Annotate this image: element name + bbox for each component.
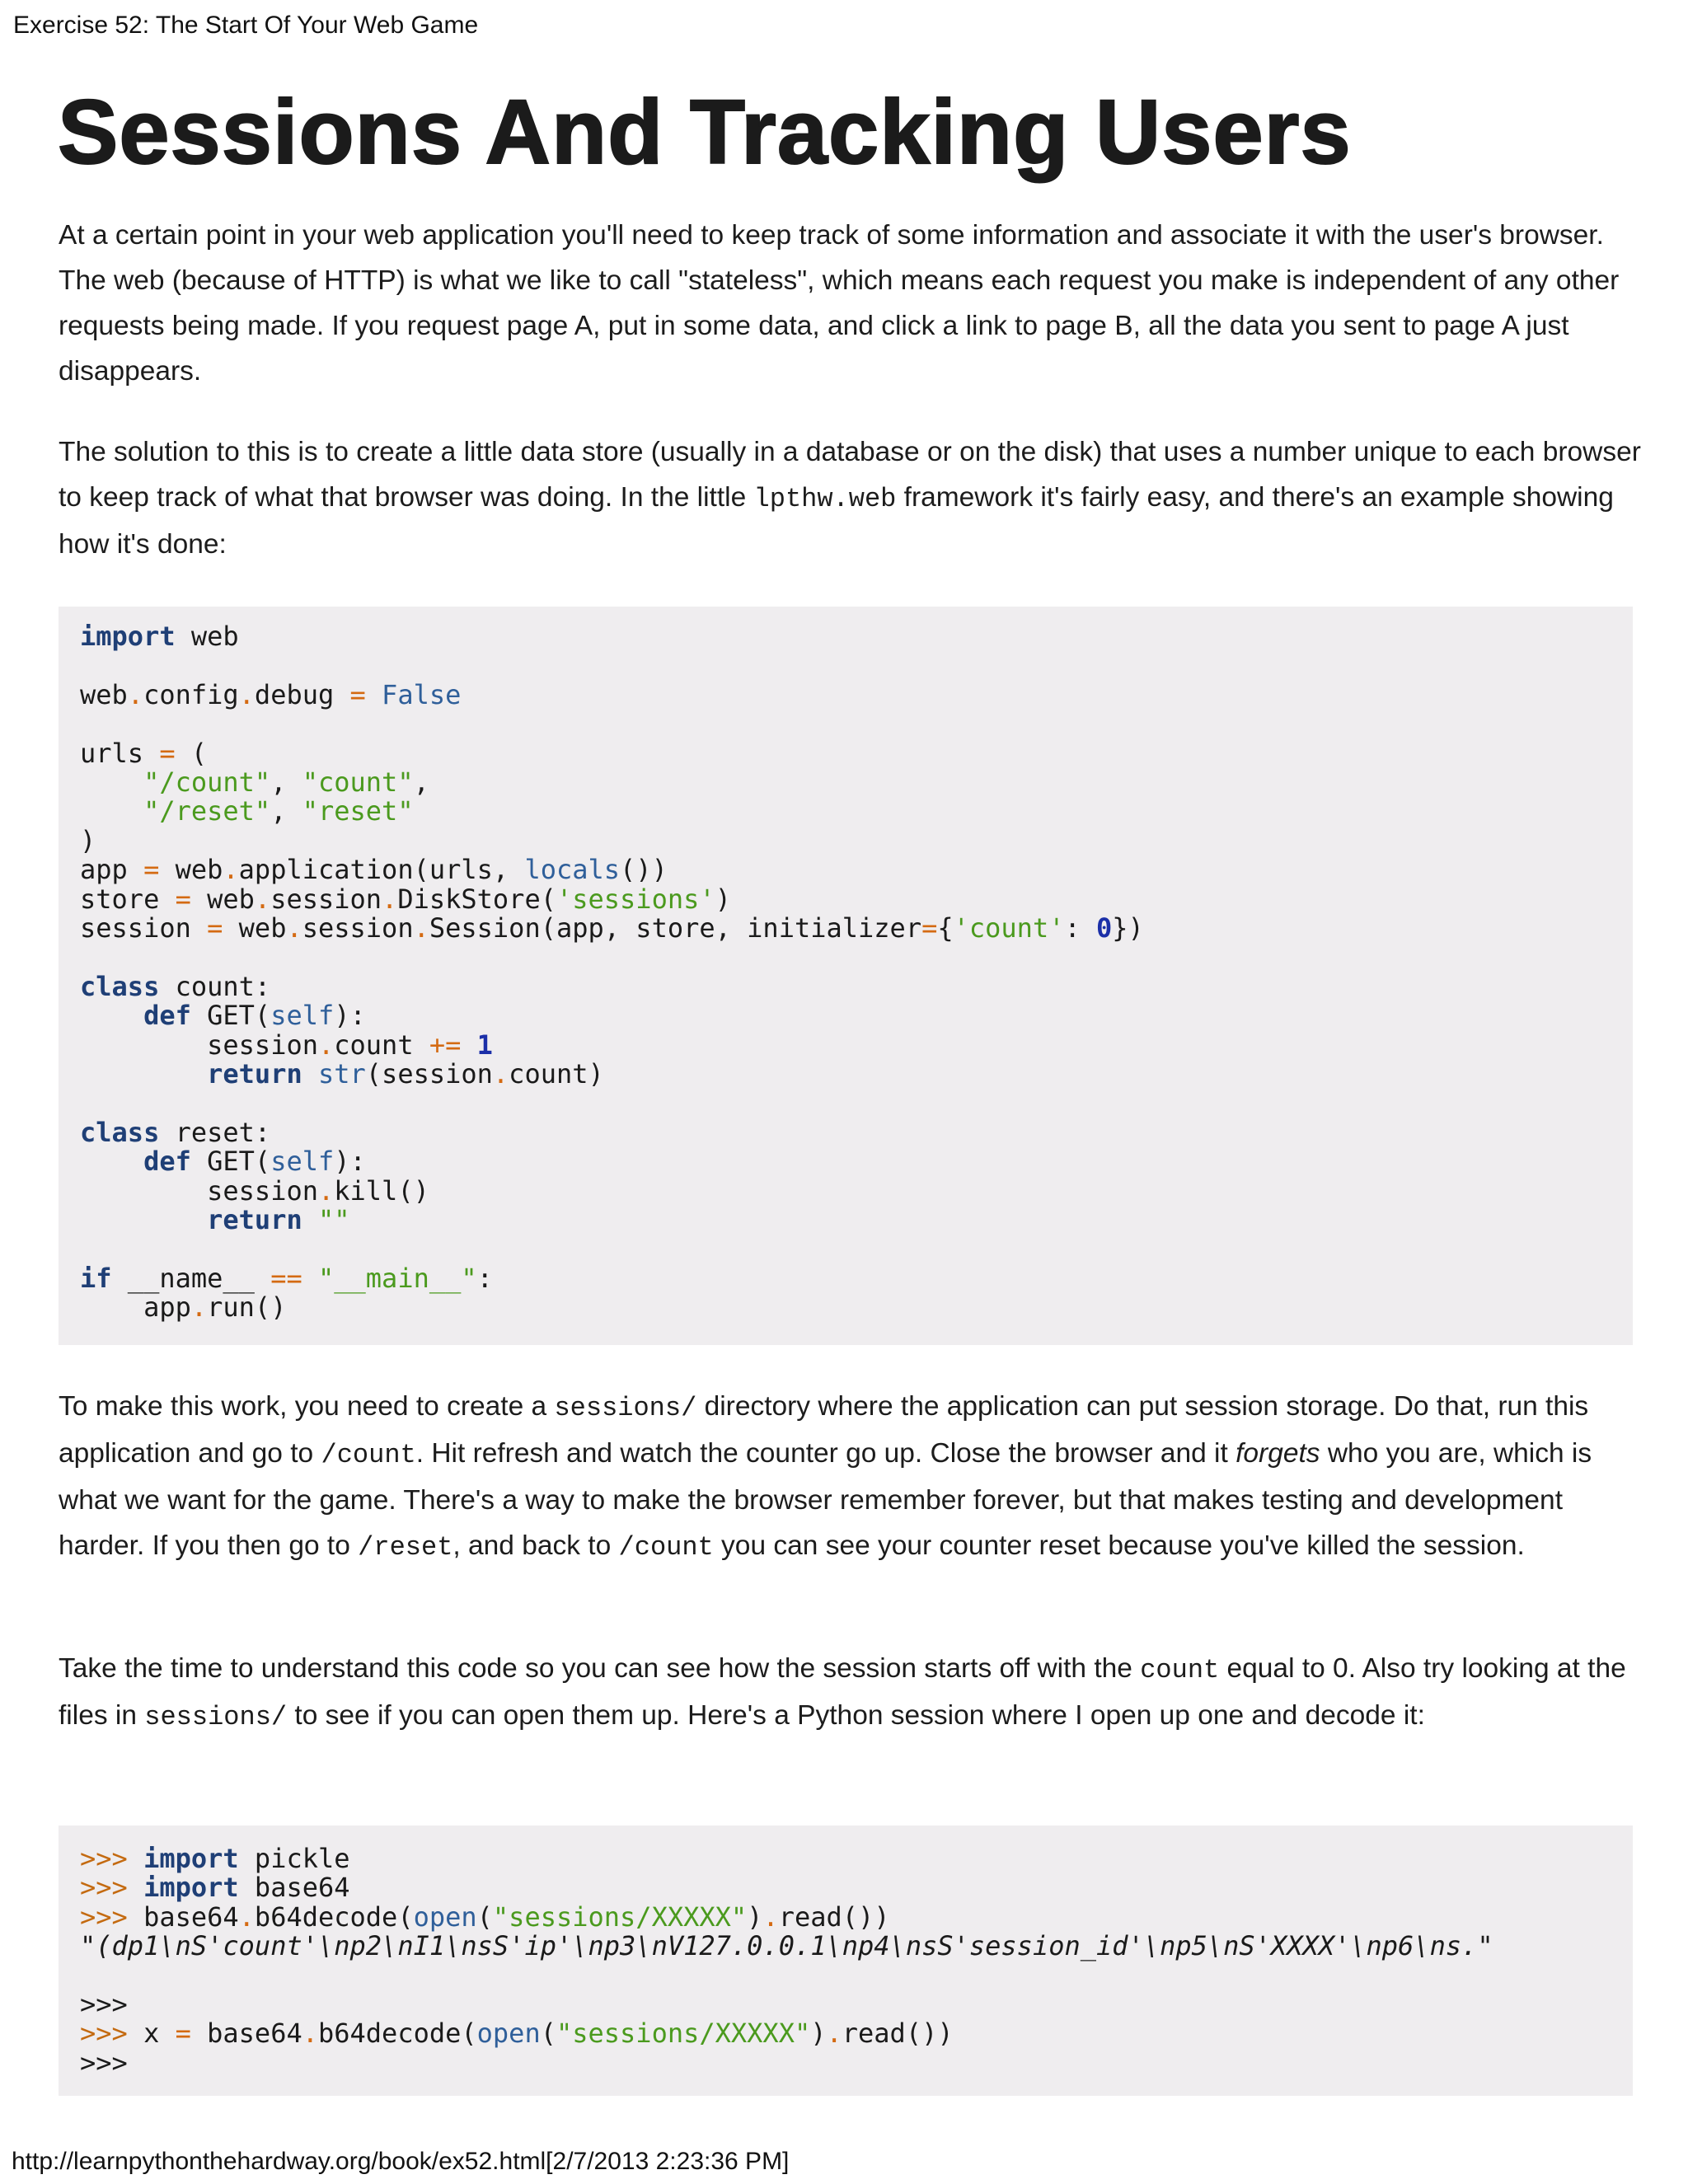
- decoded-output: "(dp1\nS'count'\np2\nI1\nsS'ip'\np3\nV127.0.0.1\np4\nsS'session_id'\np5\nS'XXXX'\np6\ns.": [80, 1930, 1493, 1962]
- intro-paragraph: At a certain point in your web application you'll need to keep track of some information and associate it with the user's browser. The web (because of HTTP) is what we like to call "stateless", which means each request you make is independent of any other requests being made. If you request page A, put in some data, and click a link to page B, all the data you sent to page A just disappears.: [59, 220, 1620, 387]
- solution-paragraph: The solution to this is to create a little data store (usually in a database or on the disk) that uses a number unique to each browser to keep track of what that browser was doing. In the little lpthw.web framework it's fairly easy, and there's an example showing how it's done:: [59, 437, 1641, 560]
- python-session-listing: >>> import pickle >>> import base64 >>> base64.b64decode(open("sessions/XXXXX").read()) "(dp1\nS'count'\np2\nI1\nsS'ip'\np3\nV127.0.0.1\np4\nsS'session_id'\np5\nS'XXXX'\np6\ns." >>> >>> x = base64.b64decode(open("sessions/XXXXX").read()) >>>: [80, 1843, 1493, 2079]
- code-listing: import web web.config.debug = False urls = ( "/count", "count", "/reset", "reset" ) app = web.application(urls, locals()) store = web.session.DiskStore('sessions') session = web.session.Session(app, store, initializer={'count': 0}) class count: def GET(self): session.count += 1 return str(session.count) class reset: def GET(self): session.kill() return "" if __name__ == "__main__": app.run(): [80, 621, 1144, 1324]
- inline-code-framework: lpthw.web: [753, 484, 897, 514]
- decode-paragraph: Take the time to understand this code so you can see how the session starts off with the count equal to 0. Also try looking at the files in sessions/ to see if you can open them up. Here's a Python session where I open up one and decode it:: [59, 1653, 1626, 1732]
- page-title: Sessions And Tracking Users: [58, 82, 1352, 183]
- page-header: Exercise 52: The Start Of Your Web Game: [13, 12, 479, 39]
- code-block-web-app: [59, 607, 1633, 1345]
- page-footer-url: http://learnpythonthehardway.org/book/ex52.html[2/7/2013 2:23:36 PM]: [12, 2148, 790, 2175]
- code-block-python-session: [59, 1825, 1633, 2096]
- instructions-paragraph: To make this work, you need to create a sessions/ directory where the application can put session storage. Do that, run this application and go to /count. Hit refresh and watch the counter go up. Close the browser and it forgets who you are, which is what we want for the game. There's a way to make the browser remember forever, but that makes testing and development harder. If you then go to /reset, and back to /count you can see your counter reset because you've killed the session.: [59, 1391, 1592, 1563]
